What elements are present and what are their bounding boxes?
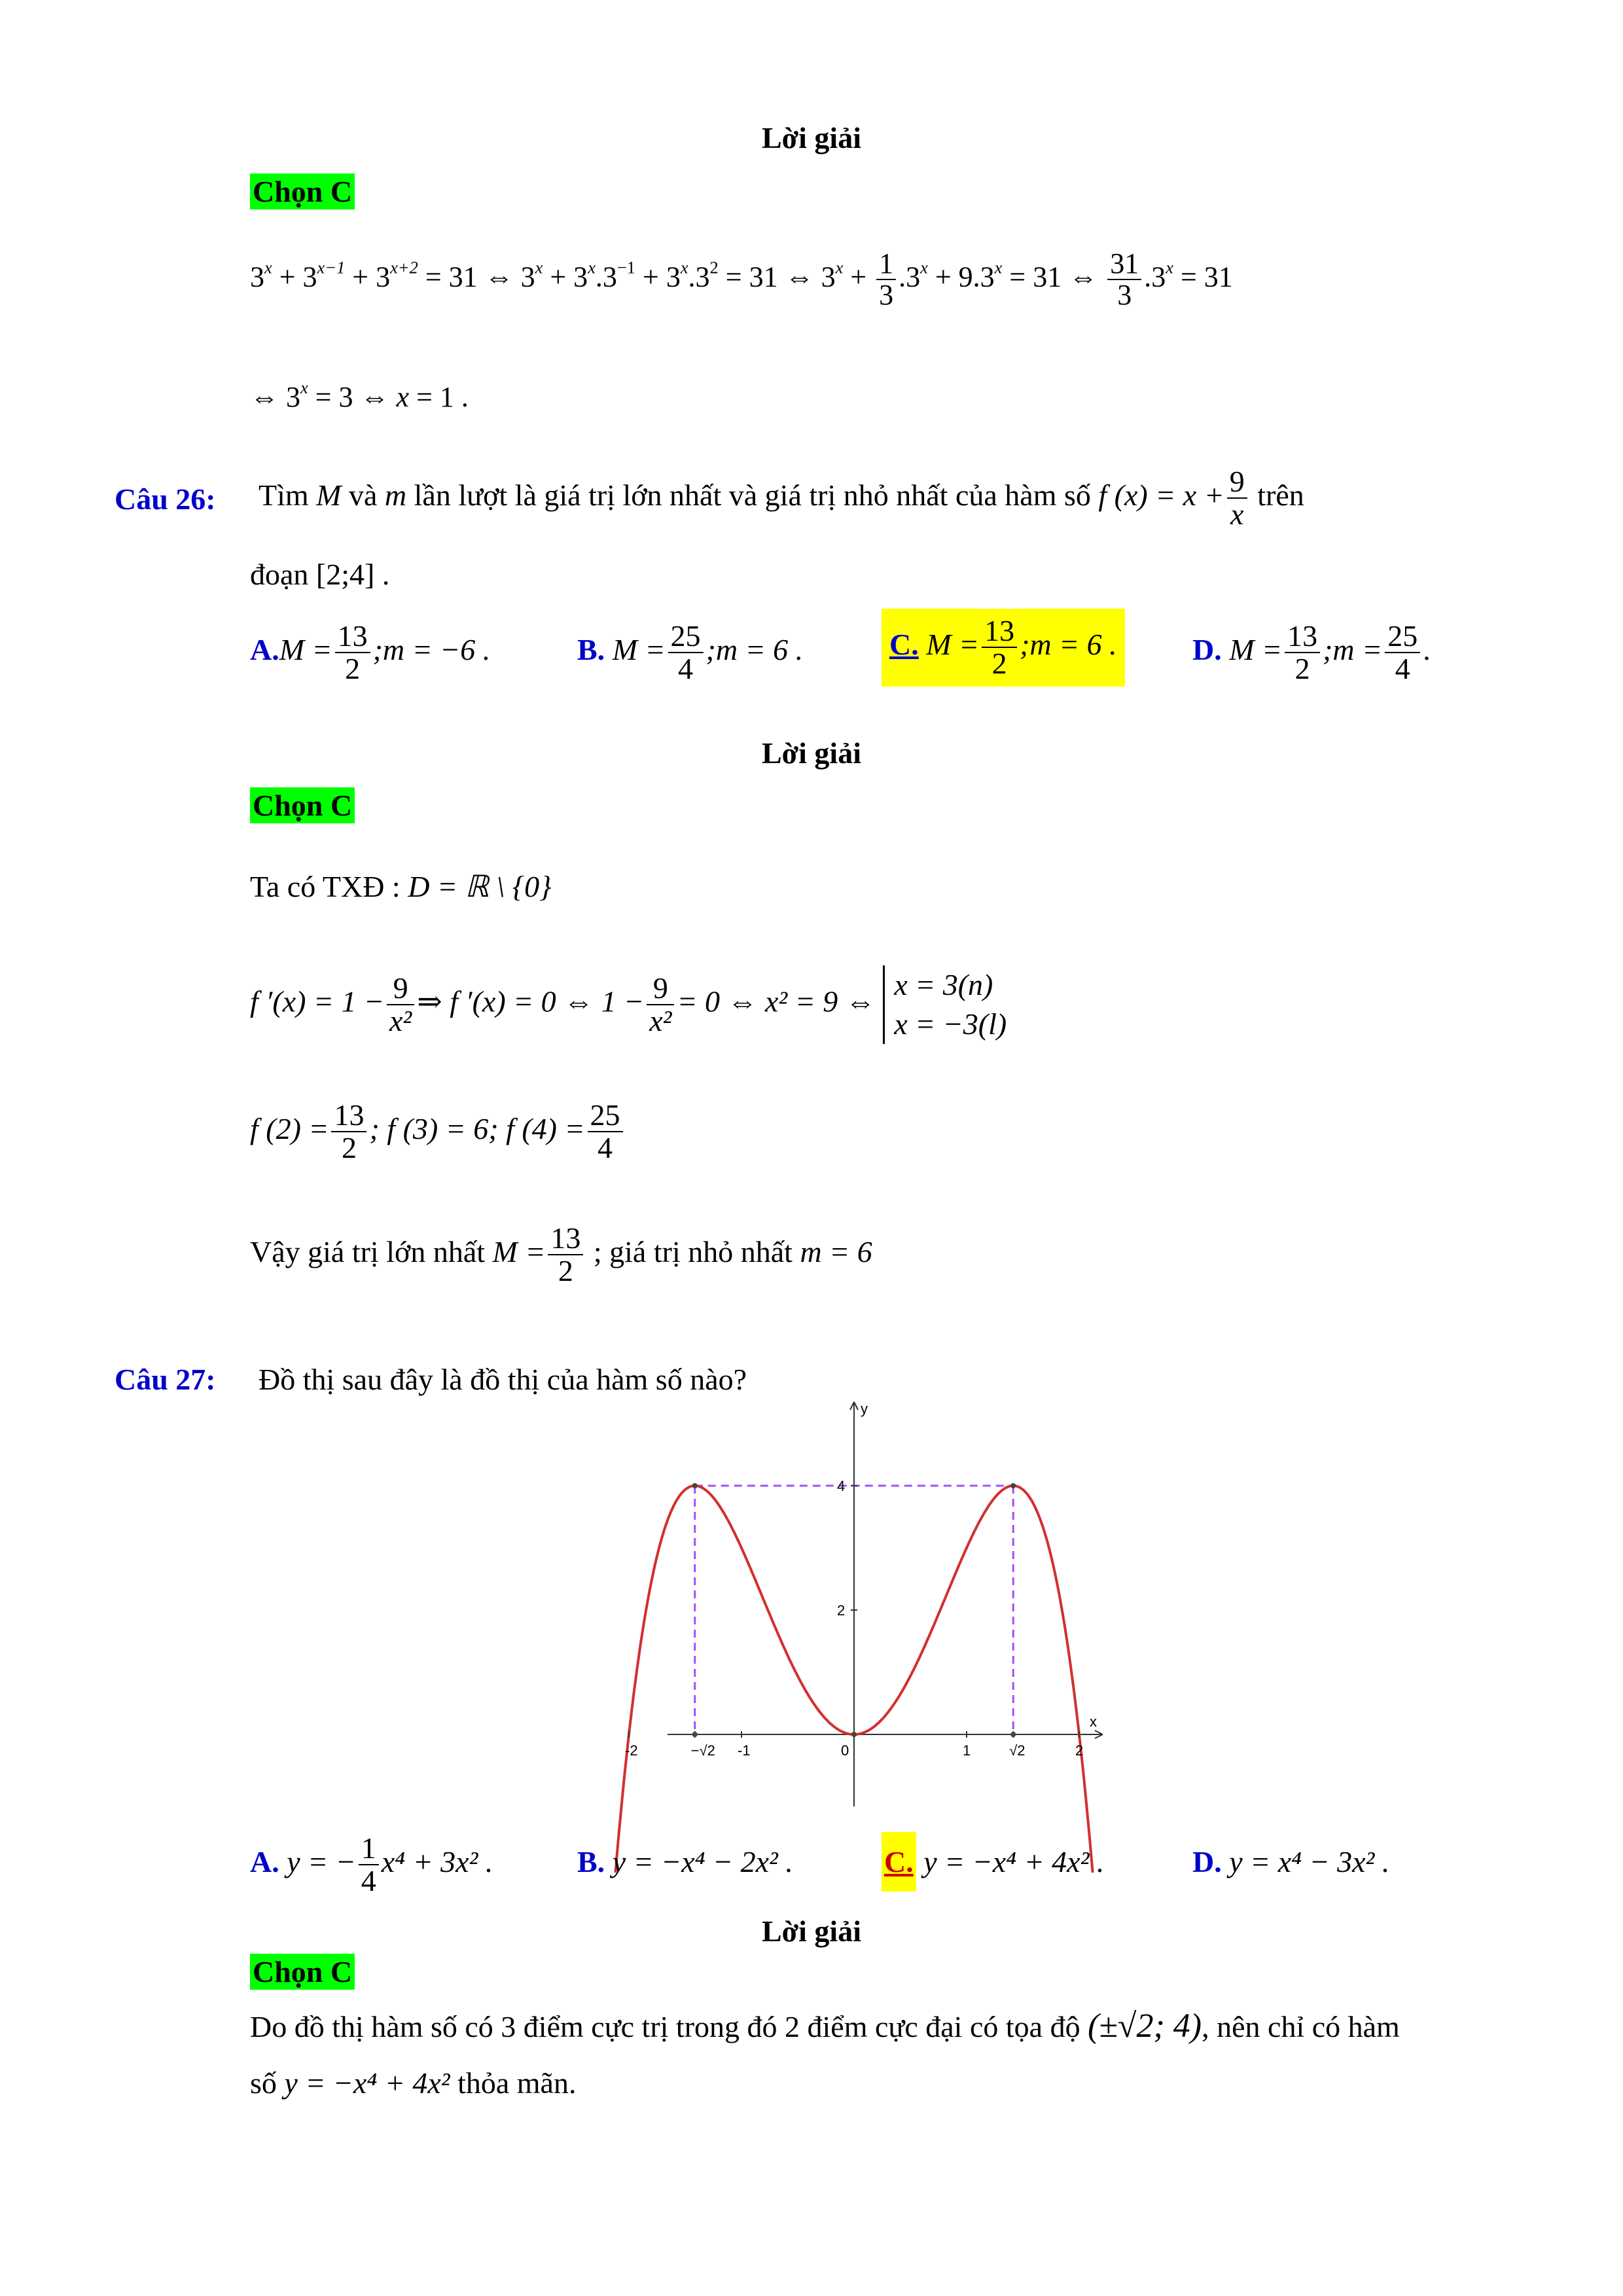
extremum-point (692, 1732, 698, 1737)
y-tick-label: 4 (837, 1478, 846, 1494)
q27-option-b[interactable]: B. y = −x⁴ − 2x² . (577, 1845, 793, 1878)
y-tick-label: 2 (837, 1602, 846, 1619)
x-tick-label: -2 (625, 1742, 638, 1759)
x-tick-label: -1 (738, 1742, 751, 1759)
q26-sol-conclusion: Vậy giá trị lớn nhất M = $\frac{13}{2}$ ; giá trị nhỏ nhất m = 6 (250, 1221, 872, 1288)
q27-option-a[interactable]: A. y = − $\frac{1}{4}$ x⁴ + 3x² . (250, 1831, 493, 1898)
q26-stem: Tìm M và m lần lượt là giá trị lớn nhất và giá trị nhỏ nhất của hàm số f (x) = x + $\frac{9}{x}$ trên (259, 465, 1304, 531)
q26-options (250, 614, 1559, 692)
q27-stem: Đồ thị sau đây là đồ thị của hàm số nào? (259, 1363, 747, 1396)
answer-chon-c-2: Chọn C (250, 787, 355, 823)
q26-option-b[interactable]: B. M = $\frac{25}{4}$ ;m = 6 . (577, 619, 804, 686)
q26-option-a[interactable]: A.M = $\frac{13}{2}$ ;m = −6 . (250, 619, 491, 686)
q26-case-1: x = 3(n) (894, 968, 993, 1001)
heading-loigiai-3: Lời giải (762, 1914, 861, 1948)
extremum-point (1010, 1732, 1016, 1737)
q27-sol-line2: số y = −x⁴ + 4x² thỏa mãn. (250, 2066, 577, 2100)
answer-chon-c-1: Chọn C (250, 173, 355, 209)
q26-sol-txd: Ta có TXĐ : D = ℝ \ {0} (250, 870, 552, 903)
extremum-point (1010, 1483, 1016, 1488)
q27-options (250, 1833, 1559, 1905)
q26-stem-line2: đoạn [2;4] . (250, 558, 390, 591)
q27-graph (625, 1394, 1113, 1813)
q25-equation-line2: ⇔ $3^x = 3$ ⇔ x = 1 . (250, 378, 469, 413)
q26-case-2: x = −3(l) (894, 1007, 1007, 1041)
q26-sol-values: f (2) = $\frac{13}{2}$ ; f (3) = 6; f (4) = $\frac{25}{4}$ (250, 1100, 626, 1164)
q26-option-c[interactable]: C. M = $\frac{13}{2}$ ;m = 6 . (882, 609, 1125, 687)
x-tick-label: 0 (841, 1742, 849, 1759)
answer-chon-c-3: Chọn C (250, 1954, 355, 1990)
q27-sol-line1: Do đồ thị hàm số có 3 điểm cực trị trong đó 2 điểm cực đại có tọa độ (±√2; 4), nên chỉ có hàm (250, 2007, 1400, 2045)
x-tick-label: √2 (1009, 1742, 1026, 1759)
q27-label: Câu 27: (115, 1363, 216, 1396)
q26-option-d[interactable]: D. M = $\frac{13}{2}$ ;m = $\frac{25}{4}$ . (1192, 619, 1431, 686)
q26-sol-derivative: f ′(x) = 1 − $\frac{9}{\text{x²}}$ ⇒ f ′(x) = 0 ⇔ 1 − $\frac{9}{\text{x²}}$ = 0 ⇔ x² = 9 ⇔ x = 3(n) x = −3(l) (250, 965, 1007, 1044)
y-axis-label: y (861, 1401, 868, 1417)
q27-option-d[interactable]: D. y = x⁴ − 3x² . (1192, 1845, 1390, 1878)
heading-loigiai-2: Lời giải (762, 736, 861, 770)
extremum-point (692, 1483, 698, 1488)
x-tick-label: −√2 (690, 1742, 715, 1759)
x-tick-label: 1 (963, 1742, 971, 1759)
q25-equation-line1: $3^x + 3^{x-1} + 3^{x+2} = 31$ ⇔ $3^x + 3^x.3^{-1} + 3^x.3^2 = 31$ ⇔ $3^x$ + $\frac{1}{3}$ $.3^x + 9.3^x = 31$ ⇔ $\frac{31}{3}$ $.3^x = 31$ (250, 247, 1233, 312)
x-tick-label: 2 (1075, 1742, 1084, 1759)
heading-loigiai-1: Lời giải (762, 121, 861, 154)
q27-option-c[interactable]: C. y = −x⁴ + 4x² . (882, 1847, 1104, 1877)
q26-label: Câu 26: (115, 482, 216, 516)
x-axis-label: x (1090, 1713, 1097, 1730)
extremum-point (851, 1732, 857, 1737)
